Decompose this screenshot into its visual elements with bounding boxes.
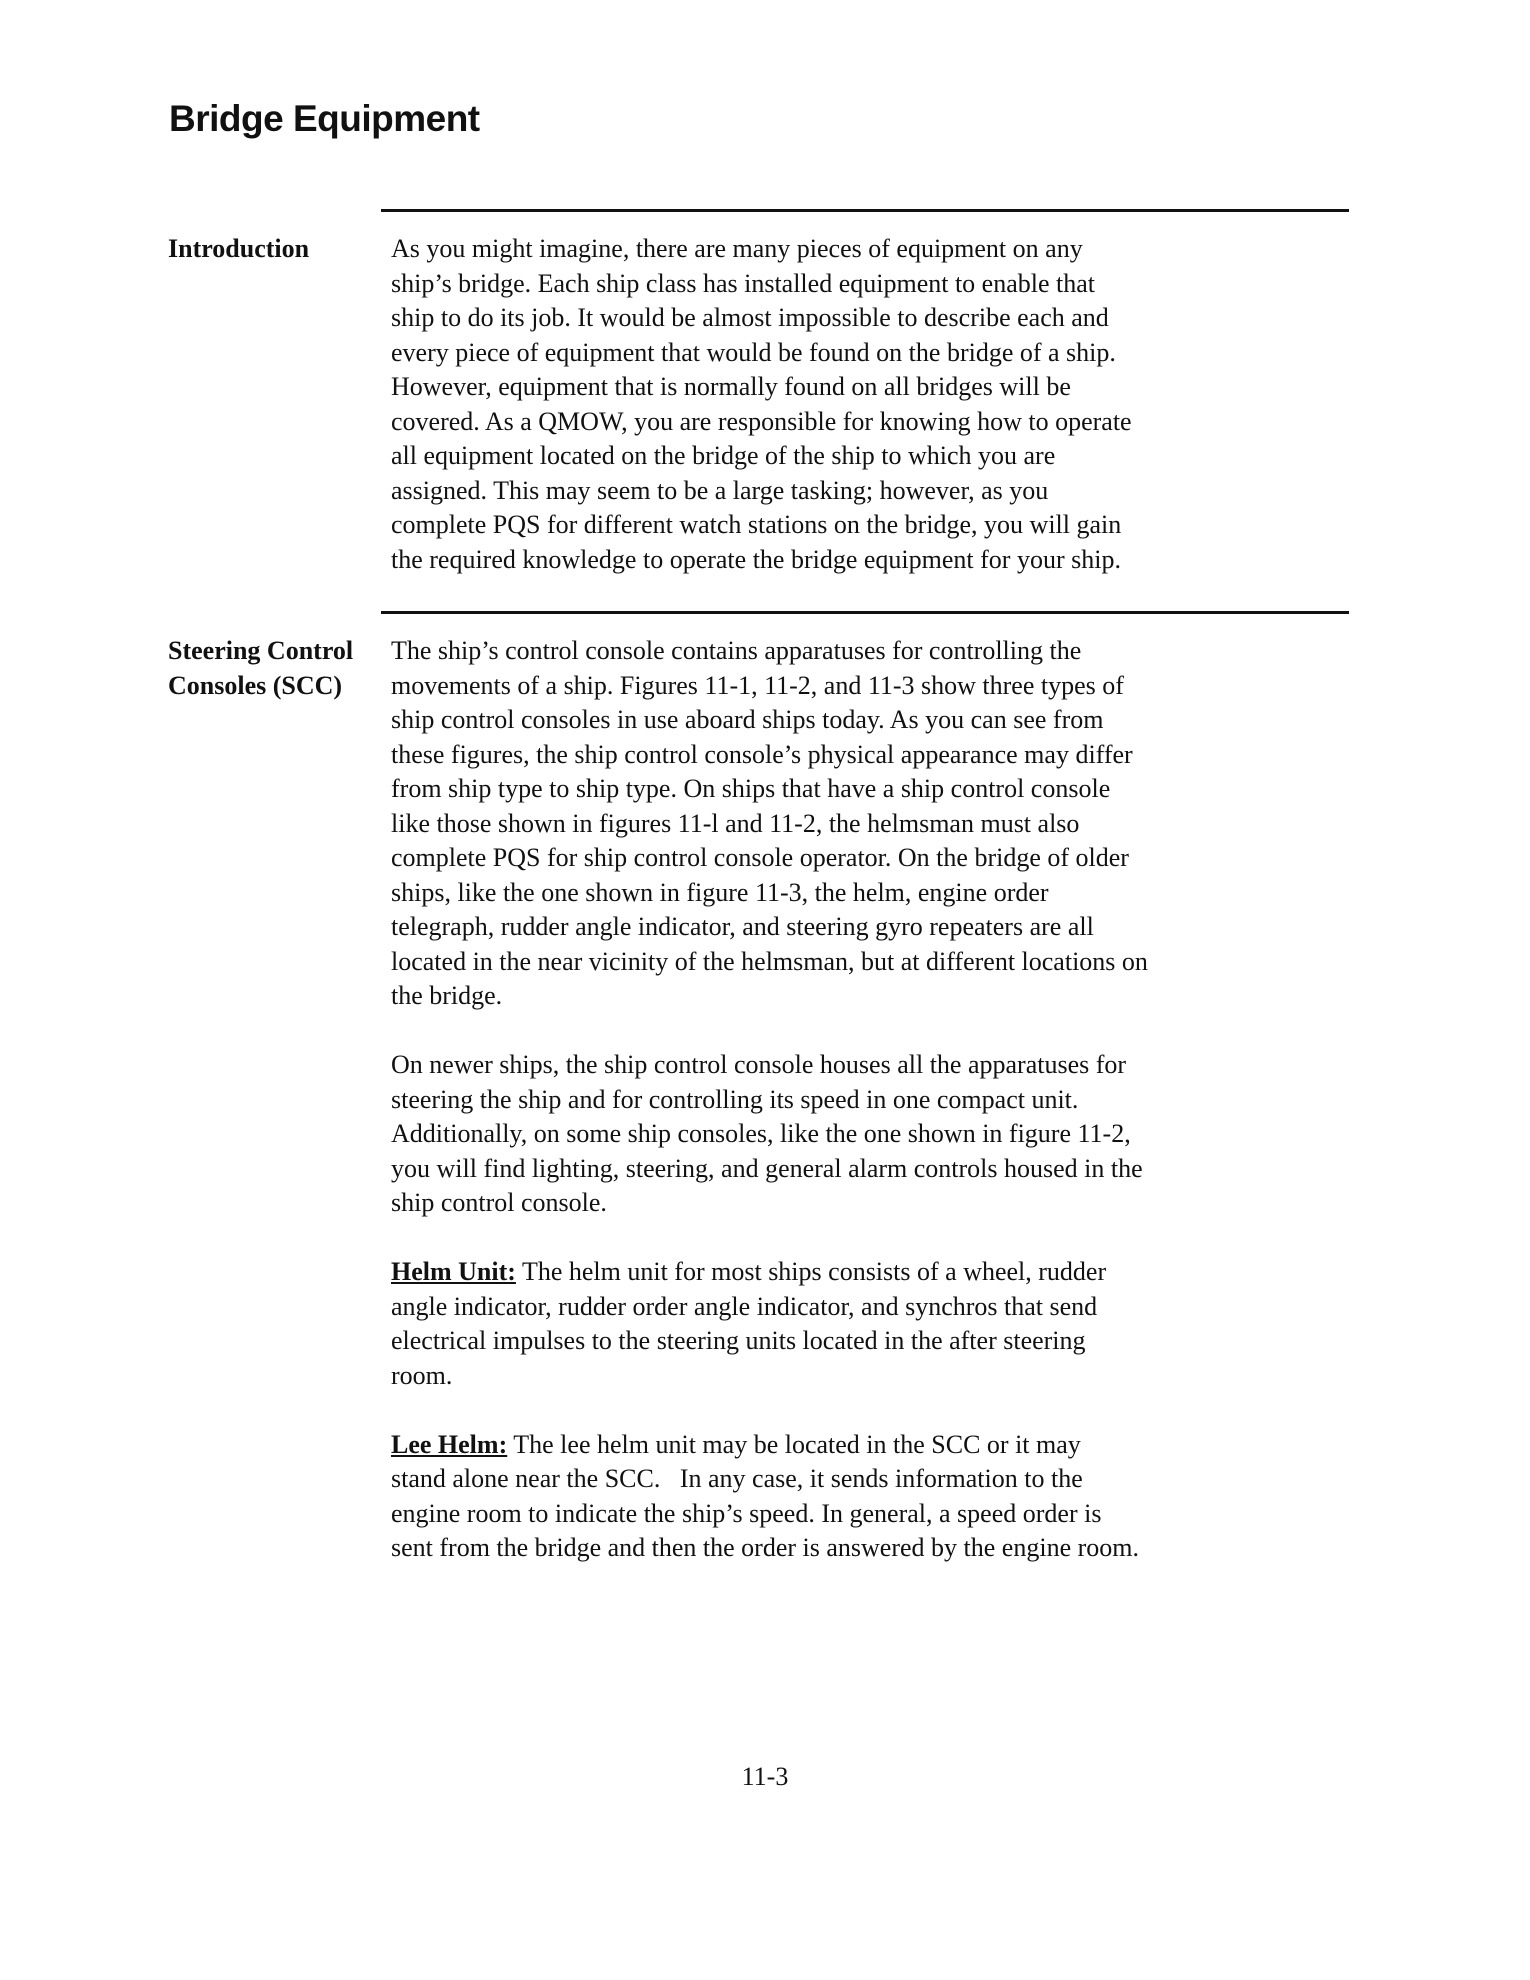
text-line: covered. As a QMOW, you are responsible for knowing how to operate [391, 406, 1132, 436]
introduction-text [391, 232, 1351, 612]
paragraph [391, 232, 1351, 577]
text-line: located in the near vicinity of the helmsman, but at different locations on [391, 946, 1148, 976]
text-line: ship to do its job. It would be almost impossible to describe each and [391, 303, 1109, 332]
text-line: ship control consoles in use aboard ships today. As you can see from [391, 705, 1104, 734]
text-line: from ship type to ship type. On ships that have a ship control console [391, 774, 1111, 803]
label-line: Steering Control [168, 636, 354, 665]
section-label-steering-control-consoles [168, 634, 353, 703]
text-line: the required knowledge to operate the bridge equipment for your ship. [391, 544, 1121, 574]
text-line: stand alone near the SCC. In any case, it sends information to the [391, 1464, 1083, 1493]
term-heading: Lee Helm: [391, 1429, 508, 1459]
text-line: As you might imagine, there are many pieces of equipment on any [391, 234, 1083, 263]
text-line: you will find lighting, steering, and general alarm controls housed in the [391, 1153, 1143, 1183]
text-line: complete PQS for ship control console operator. On the bridge of older [391, 843, 1129, 872]
section-divider [381, 209, 1349, 212]
section-divider [381, 611, 1349, 614]
text-line: angle indicator, rudder order angle indicator, and synchros that send [391, 1291, 1098, 1321]
text-line [391, 1428, 1351, 1463]
section-label-introduction [168, 232, 309, 267]
text-line: room. [391, 1360, 453, 1390]
label-line: Introduction [168, 234, 310, 263]
text-line: complete PQS for different watch stations on the bridge, you will gain [391, 510, 1122, 539]
text-line: these figures, the ship control console’s physical appearance may differ [391, 739, 1133, 769]
text-line: ship’s bridge. Each ship class has installed equipment to enable that [391, 268, 1096, 298]
text-line [391, 1255, 1351, 1290]
steering-control-text [391, 634, 1351, 1600]
page-title: Bridge Equipment [169, 98, 480, 139]
line-text: The helm unit for most ships consists of a wheel, rudder [515, 1257, 1107, 1286]
text-line: ship control console. [391, 1188, 607, 1217]
text-line: like those shown in figures 11-l and 11-2, the helmsman must also [391, 808, 1080, 838]
text-line: The ship’s control console contains apparatuses for controlling the [391, 636, 1082, 665]
paragraph [391, 1048, 1351, 1221]
text-line: steering the ship and for controlling its speed in one compact unit. [391, 1084, 1079, 1114]
text-line: However, equipment that is normally found on all bridges will be [391, 372, 1071, 401]
text-line: sent from the bridge and then the order is answered by the engine room. [391, 1533, 1139, 1562]
text-line: telegraph, rudder angle indicator, and steering gyro repeaters are all [391, 912, 1094, 941]
text-line: all equipment located on the bridge of the ship to which you are [391, 441, 1056, 470]
text-line: On newer ships, the ship control console houses all the apparatuses for [391, 1050, 1127, 1079]
text-line: assigned. This may seem to be a large tasking; however, as you [391, 475, 1049, 505]
text-line: every piece of equipment that would be found on the bridge of a ship. [391, 337, 1116, 367]
line-text: The lee helm unit may be located in the SCC or it may [507, 1429, 1081, 1459]
text-line: Additionally, on some ship consoles, like the one shown in figure 11-2, [391, 1119, 1131, 1148]
paragraph [391, 1428, 1351, 1566]
term-heading: Helm Unit: [391, 1257, 516, 1286]
paragraph [391, 1255, 1351, 1393]
text-line: movements of a ship. Figures 11-1, 11-2, and 11-3 show three types of [391, 670, 1124, 700]
label-line: Consoles (SCC) [168, 670, 343, 700]
text-line: the bridge. [391, 981, 503, 1010]
text-line: engine room to indicate the ship’s speed. In general, a speed order is [391, 1498, 1102, 1528]
page-number: 11-3 [741, 1762, 789, 1791]
paragraph [391, 634, 1351, 1014]
text-line: electrical impulses to the steering units located in the after steering [391, 1326, 1086, 1355]
text-line: ships, like the one shown in figure 11-3, the helm, engine order [391, 877, 1049, 907]
